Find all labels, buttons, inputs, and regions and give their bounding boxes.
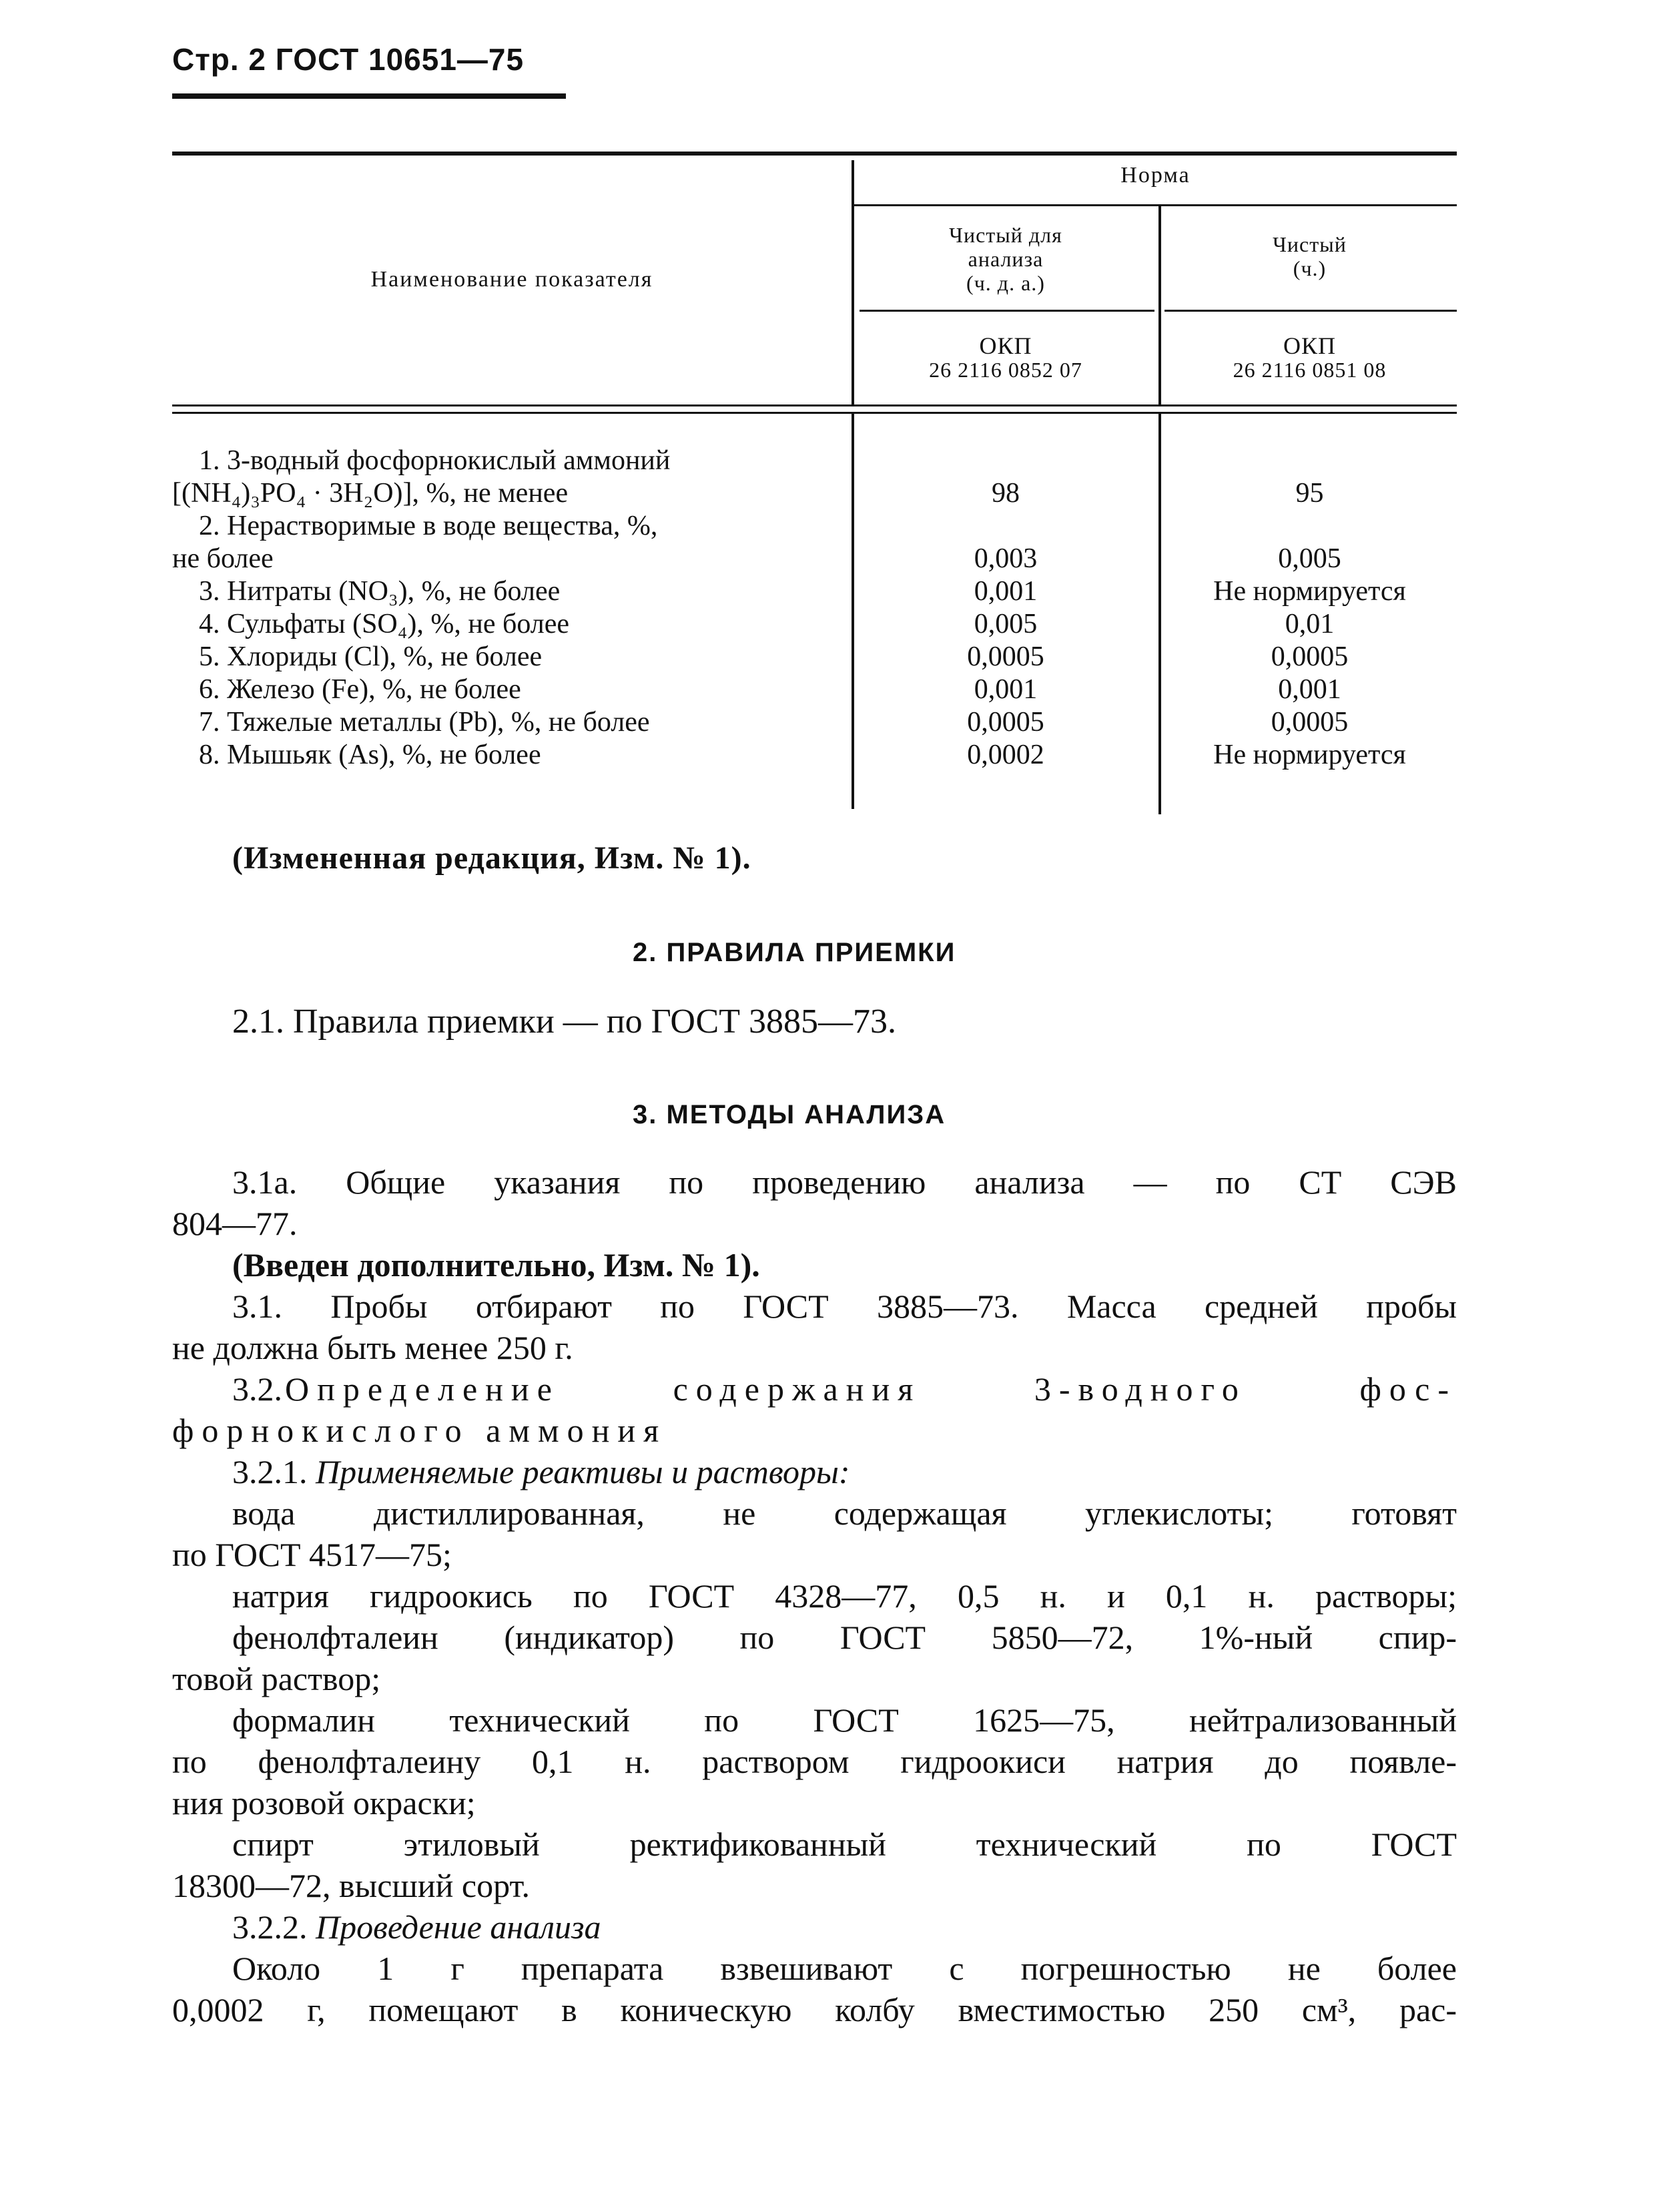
p32-line2: форнокислого аммония bbox=[172, 1412, 667, 1449]
reagent-1-line2: по ГОСТ 4517—75; bbox=[172, 1536, 452, 1573]
page-number: Стр. 2 bbox=[172, 42, 266, 77]
grade-b-okp: ОКП 26 2116 0851 08 bbox=[1233, 332, 1387, 382]
p31-line1: 3.1. Пробы отбирают по ГОСТ 3885—73. Масса средней пробы bbox=[232, 1288, 1457, 1325]
amendment-note: (Измененная редакция, Изм. № 1). bbox=[232, 840, 751, 876]
reagent-3-line2: товой раствор; bbox=[172, 1660, 381, 1697]
row-6-name: 6. Железо (Fe), %, не более bbox=[199, 674, 521, 705]
analysis-line1: Около 1 г препарата взвешивают с погрешностью не более bbox=[232, 1950, 1457, 1987]
row-8-value-a: 0,0002 bbox=[967, 740, 1044, 770]
analysis-line2: 0,0002 г, помещают в коническую колбу вместимостью 250 см³, рас- bbox=[172, 1991, 1457, 2028]
row-7-value-b: 0,0005 bbox=[1271, 707, 1349, 738]
table-norma-rule bbox=[854, 204, 1457, 206]
row-3-value-b: Не нормируется bbox=[1213, 576, 1406, 607]
table-body-vline-2 bbox=[1158, 414, 1161, 814]
row-8-value-b: Не нормируется bbox=[1213, 740, 1406, 770]
paragraph-2-1: 2.1. Правила приемки — по ГОСТ 3885—73. bbox=[232, 1003, 897, 1041]
col-norma-header: Норма bbox=[1120, 163, 1191, 188]
reagent-2: натрия гидроокись по ГОСТ 4328—77, 0,5 н. и 0,1 н. растворы; bbox=[232, 1577, 1457, 1615]
row-6-value-a: 0,001 bbox=[974, 674, 1038, 705]
p31a-line1: 3.1а. Общие указания по проведению анализа — по СТ СЭВ bbox=[232, 1163, 1457, 1201]
reagent-4-line2: по фенолфталеину 0,1 н. раствором гидроокиси натрия до появле- bbox=[172, 1743, 1457, 1780]
row-4-value-a: 0,005 bbox=[974, 609, 1038, 639]
col-name-header: Наименование показателя bbox=[370, 267, 653, 292]
row-7-value-a: 0,0005 bbox=[967, 707, 1044, 738]
reagent-4-line3: ния розовой окраски; bbox=[172, 1784, 476, 1822]
reagent-1-line1: вода дистиллированная, не содержащая углекислоты; готовят bbox=[232, 1494, 1457, 1532]
row-7-name: 7. Тяжелые металлы (Pb), %, не более bbox=[199, 707, 650, 738]
section-3-body bbox=[172, 1161, 1457, 2030]
row-4-value-b: 0,01 bbox=[1285, 609, 1335, 639]
row-1-name-l1: 1. 3-водный фосфорнокислый аммоний bbox=[199, 445, 671, 476]
reagent-5-line2: 18300—72, высший сорт. bbox=[172, 1867, 531, 1904]
grade-b-header: Чистый (ч.) bbox=[1273, 232, 1347, 280]
table-sub-rule-b bbox=[1164, 310, 1457, 312]
row-2-value-a: 0,003 bbox=[974, 543, 1038, 574]
introduced-note: (Введен дополнительно, Изм. № 1). bbox=[232, 1246, 760, 1284]
table-sub-rule-a bbox=[860, 310, 1154, 312]
table-header-double-rule-2 bbox=[172, 412, 1457, 414]
page-header bbox=[172, 41, 524, 77]
table-vline-1 bbox=[852, 160, 854, 404]
row-3-name: 3. Нитраты (NO₃), %, не более bbox=[199, 576, 561, 607]
p322-heading: 3.2.2. Проведение анализа bbox=[232, 1908, 601, 1946]
p31-line2: не должна быть менее 250 г. bbox=[172, 1329, 573, 1366]
reagent-4-line1: формалин технический по ГОСТ 1625—75, нейтрализованный bbox=[232, 1701, 1457, 1739]
p321-heading: 3.2.1. Применяемые реактивы и растворы: bbox=[232, 1453, 850, 1490]
row-1-name-l2: [(NH₄)₃PO₄ · 3H₂O)], %, не менее bbox=[172, 478, 569, 509]
row-1-value-a: 98 bbox=[992, 478, 1020, 509]
grade-a-header: Чистый для анализа (ч. д. а.) bbox=[949, 223, 1062, 295]
row-8-name: 8. Мышьяк (As), %, не более bbox=[199, 740, 541, 770]
grade-a-okp: ОКП 26 2116 0852 07 bbox=[929, 332, 1082, 382]
header-rule bbox=[172, 93, 566, 99]
row-2-name-l1: 2. Нерастворимые в воде вещества, %, bbox=[199, 511, 658, 541]
row-2-name-l2: не более bbox=[172, 543, 274, 574]
row-5-value-b: 0,0005 bbox=[1271, 641, 1349, 672]
row-1-value-b: 95 bbox=[1295, 478, 1324, 509]
table-body-vline-1 bbox=[852, 414, 854, 809]
row-6-value-b: 0,001 bbox=[1278, 674, 1341, 705]
row-5-value-a: 0,0005 bbox=[967, 641, 1044, 672]
reagent-3-line1: фенолфталеин (индикатор) по ГОСТ 5850—72, 1%-ный спир- bbox=[232, 1619, 1457, 1656]
p32-line1: 3.2. Определение содержания 3-водного фос- bbox=[232, 1370, 1457, 1408]
section-2-title: 2. ПРАВИЛА ПРИЕМКИ bbox=[633, 938, 956, 967]
p31a-line2: 804—77. bbox=[172, 1205, 298, 1242]
standard-number: ГОСТ 10651—75 bbox=[275, 42, 525, 77]
row-2-value-b: 0,005 bbox=[1278, 543, 1341, 574]
section-3-title: 3. МЕТОДЫ АНАЛИЗА bbox=[633, 1100, 946, 1129]
row-4-name: 4. Сульфаты (SO₄), %, не более bbox=[199, 609, 570, 639]
row-3-value-a: 0,001 bbox=[974, 576, 1038, 607]
reagent-5-line1: спирт этиловый ректификованный технический по ГОСТ bbox=[232, 1826, 1457, 1863]
row-5-name: 5. Хлориды (Cl), %, не более bbox=[199, 641, 543, 672]
table-header-double-rule bbox=[172, 404, 1457, 406]
table-row-names bbox=[172, 445, 846, 772]
table-vline-2 bbox=[1158, 206, 1161, 404]
table-top-rule bbox=[172, 152, 1457, 156]
